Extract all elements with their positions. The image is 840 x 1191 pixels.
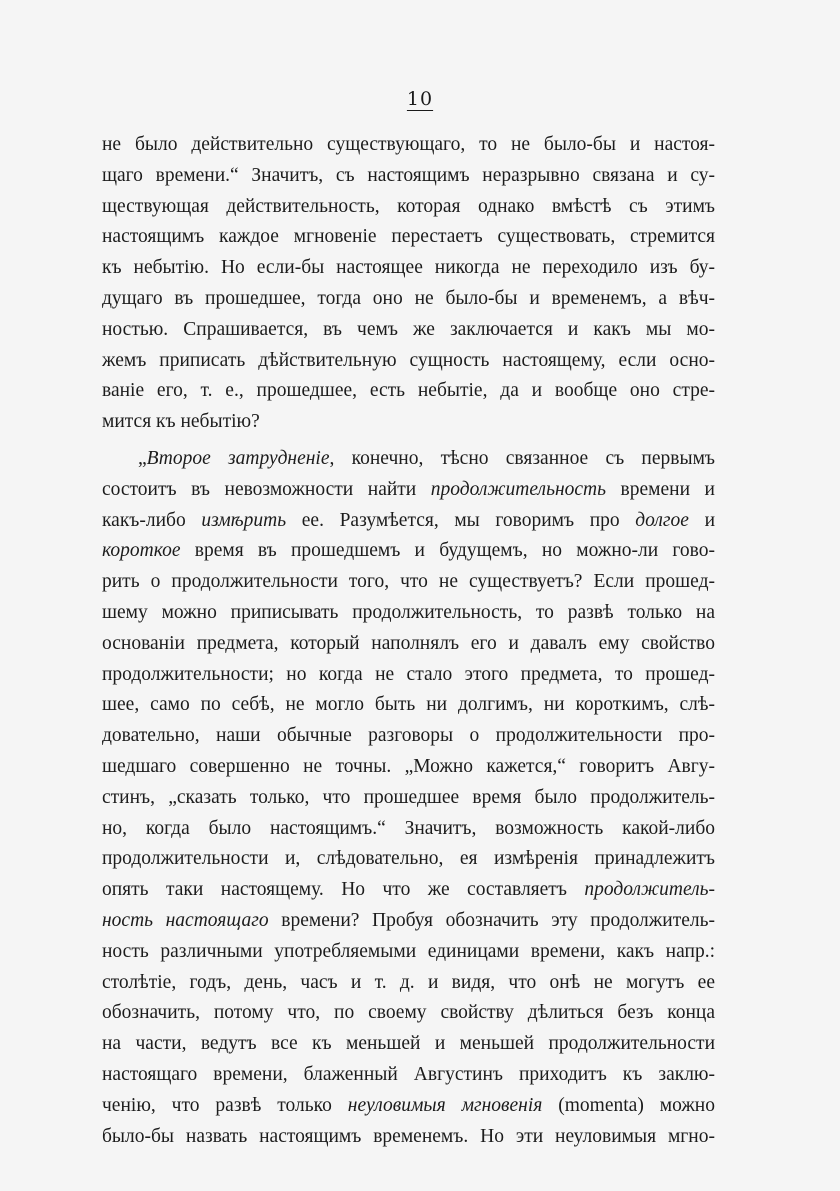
text-line: дущаго въ прошедшее, тогда оно не было-бы и временемъ, а вѣч- (102, 287, 715, 309)
text-line: стинъ, „сказать только, что прошедшее время было продолжитель- (102, 786, 715, 808)
text-line: „Второе затрудненіе, конечно, тѣсно связанное съ первымъ (138, 447, 716, 469)
text-line: рить о продолжительности того, что не существуетъ? Если прошед- (102, 571, 715, 593)
text-line: настоящаго времени, блаженный Августинъ приходитъ къ заклю- (102, 1063, 715, 1085)
text-line: шему можно приписывать продолжительность, то развѣ только на (102, 601, 715, 623)
text-line: ваніе его, т. е., прошедшее, есть небытіе, да и вообще оно стре- (102, 380, 715, 402)
text-line: настоящимъ каждое мгновеніе перестаетъ существовать, стремится (102, 226, 715, 248)
page-number: 10 (406, 88, 434, 110)
text-line: столѣтіе, годъ, день, часъ и т. д. и видя, что онѣ не могутъ ее (102, 971, 715, 993)
text-line: ченію, что развѣ только неуловимыя мгновенія (momenta) можно (102, 1094, 715, 1116)
text-line: мится къ небытію? (102, 411, 260, 433)
text-line: ность различными употребляемыми единицами времени, какъ напр.: (102, 940, 715, 962)
text-line: обозначить, потому что, по своему свойству дѣлиться безъ конца (102, 1002, 715, 1024)
text-line: ществующая действительность, которая однако вмѣстѣ съ этимъ (102, 195, 715, 217)
text-line: ностью. Спрашивается, въ чемъ же заключается и какъ мы мо- (102, 318, 715, 340)
text-line: на части, ведутъ все къ меньшей и меньшей продолжительности (102, 1033, 715, 1055)
text-line: опять таки настоящему. Но что же составляетъ продолжитель- (102, 879, 715, 901)
text-line: но, когда было настоящимъ.“ Значитъ, возможность какой-либо (102, 817, 715, 839)
text-line: состоитъ въ невозможности найти продолжительность времени и (102, 478, 715, 500)
body-text (102, 130, 715, 1152)
text-line: продолжительности и, слѣдовательно, ея измѣренія принадлежитъ (102, 848, 715, 870)
text-line: было-бы назвать настоящимъ временемъ. Но эти неуловимыя мгно- (102, 1125, 715, 1147)
text-line: щаго времени.“ Значитъ, съ настоящимъ неразрывно связана и су- (102, 164, 715, 186)
text-line: продолжительности; но когда не стало этого предмета, то прошед- (102, 663, 715, 685)
text-line: какъ-либо измѣрить ее. Разумѣется, мы говоримъ про долгое и (102, 509, 715, 531)
text-line: основаніи предмета, который наполнялъ его и давалъ ему свойство (102, 632, 715, 654)
text-line: ность настоящаго времени? Пробуя обозначить эту продолжитель- (102, 909, 715, 931)
text-line: шее, само по себѣ, не могло быть ни долгимъ, ни короткимъ, слѣ- (102, 694, 715, 716)
text-line: короткое время въ прошедшемъ и будущемъ, но можно-ли гово- (102, 540, 715, 562)
text-line: шедшаго совершенно не точны. „Можно кажется,“ говоритъ Авгу- (102, 755, 715, 777)
text-line: не было действительно существующаго, то не было-бы и настоя- (102, 134, 715, 155)
text-line: довательно, наши обычные разговоры о продолжительности про- (102, 725, 715, 747)
text-line: жемъ приписать дѣйствительную сущность настоящему, если осно- (102, 349, 715, 371)
text-line: къ небытію. Но если-бы настоящее никогда не переходило изъ бу- (102, 257, 715, 279)
